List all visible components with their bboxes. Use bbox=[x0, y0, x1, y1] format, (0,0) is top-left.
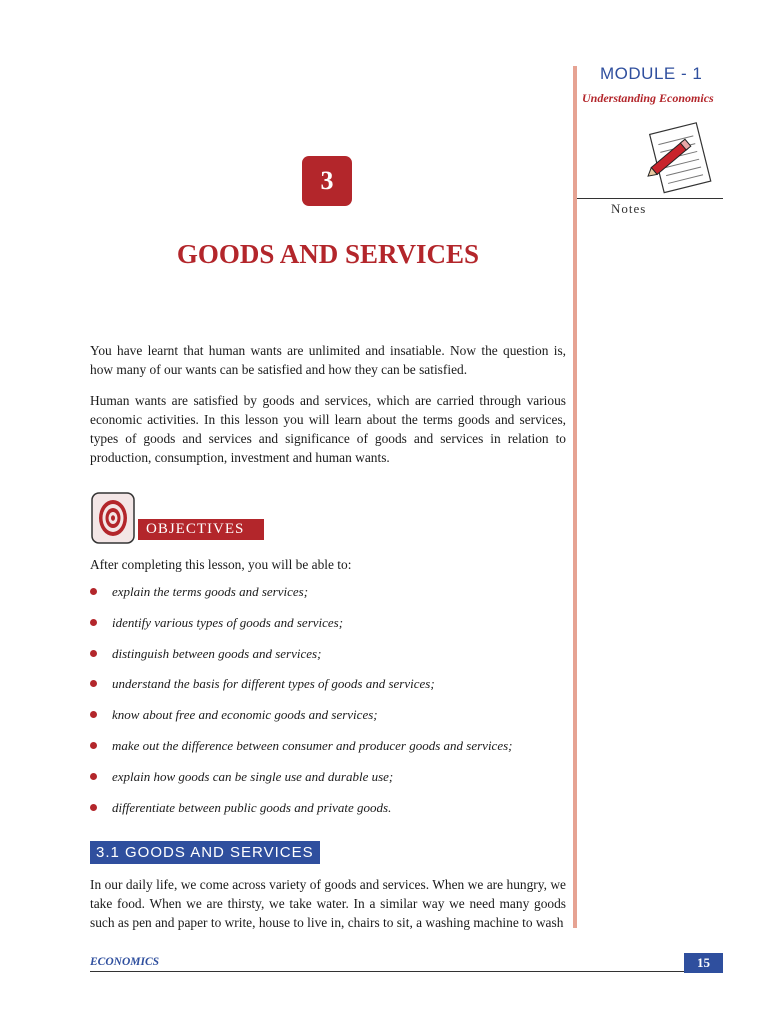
margin-rule bbox=[573, 66, 577, 928]
objectives-intro: After completing this lesson, you will be able to: bbox=[90, 557, 352, 572]
bullet-icon bbox=[90, 711, 97, 718]
section-heading: 3.1 GOODS AND SERVICES bbox=[90, 841, 320, 864]
footer-subject: ECONOMICS bbox=[90, 956, 160, 968]
objective-item: know about free and economic goods and services; bbox=[90, 707, 513, 738]
chapter-title: GOODS AND SERVICES bbox=[176, 239, 480, 269]
notepad-pencil-icon bbox=[642, 118, 716, 196]
intro-paragraph-2: Human wants are satisfied by goods and services, which are carried through various economic activities. In this lesson you will learn about the terms goods and services, types of goods and services and significance of goods and services in relation to production, consumption, investment and human wants. bbox=[90, 393, 566, 465]
intro-paragraph-1: You have learnt that human wants are unlimited and insatiable. Now the question is, how many of our wants can be satisfied and how they can be satisfied. bbox=[90, 343, 566, 377]
objective-item: make out the difference between consumer and producer goods and services; bbox=[90, 738, 513, 769]
bullet-icon bbox=[90, 650, 97, 657]
target-icon bbox=[91, 492, 135, 544]
chapter-number-badge: 3 bbox=[302, 156, 352, 206]
bullet-icon bbox=[90, 588, 97, 595]
section-paragraph: In our daily life, we come across variety of goods and services. When we are hungry, we take food. When we are thirsty, we take water. In a similar way we need many goods such as pen and paper to write, house to live in, chairs to sit, a washing machine to wash bbox=[90, 877, 566, 930]
objectives-list bbox=[90, 584, 513, 830]
notes-label: Notes bbox=[611, 201, 647, 216]
module-label: MODULE - 1 bbox=[600, 64, 703, 83]
objective-item: differentiate between public goods and private goods. bbox=[90, 800, 513, 831]
objective-item: understand the basis for different types of goods and services; bbox=[90, 676, 513, 707]
notes-rule bbox=[577, 198, 723, 199]
module-subtitle: Understanding Economics bbox=[582, 91, 714, 105]
objective-item: explain the terms goods and services; bbox=[90, 584, 513, 615]
objective-item: identify various types of goods and services; bbox=[90, 615, 513, 646]
bullet-icon bbox=[90, 619, 97, 626]
objective-item: explain how goods can be single use and durable use; bbox=[90, 769, 513, 800]
bullet-icon bbox=[90, 773, 97, 780]
bullet-icon bbox=[90, 680, 97, 687]
footer-rule bbox=[90, 971, 723, 972]
objectives-heading: OBJECTIVES bbox=[138, 519, 264, 540]
bullet-icon bbox=[90, 804, 97, 811]
page-number: 15 bbox=[684, 953, 723, 973]
objective-item: distinguish between goods and services; bbox=[90, 646, 513, 677]
bullet-icon bbox=[90, 742, 97, 749]
